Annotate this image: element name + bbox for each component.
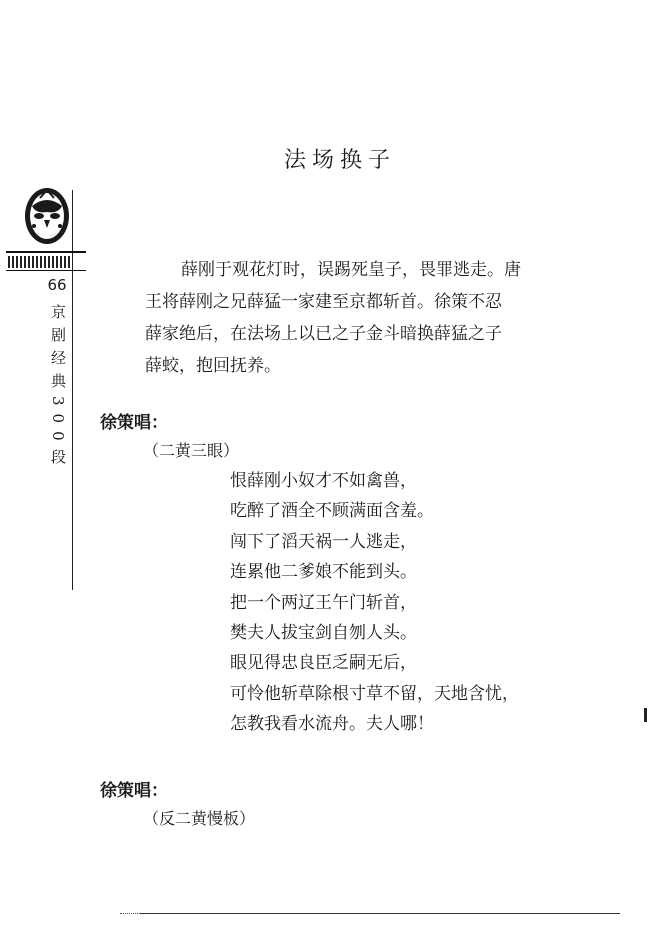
lyric-line: 把一个两辽王午门斩首， <box>230 592 417 613</box>
synopsis-paragraph <box>145 254 585 382</box>
aria-mode: （反二黄慢板） <box>143 809 256 828</box>
role-heading: 徐策唱： <box>100 413 168 433</box>
role-heading: 徐策唱： <box>100 781 168 801</box>
footer-rule <box>140 913 620 914</box>
lyric-line: 可怜他斩草除根寸草不留，天地含忧， <box>230 683 519 704</box>
lyrics-block <box>230 466 630 740</box>
header-hatch <box>8 256 72 268</box>
aria-mode: （二黄三眼） <box>143 441 240 460</box>
footer-dotted-rule <box>120 913 140 915</box>
lyric-line: 恨薛刚小奴才不如禽兽， <box>230 471 417 491</box>
lyric-line: 怎教我看水流舟。夫人哪！ <box>230 714 434 735</box>
opera-mask-icon <box>22 186 72 248</box>
lyric-line: 闯下了滔天祸一人逃走， <box>230 531 417 552</box>
header-rule <box>6 251 86 253</box>
synopsis-line: 薛刚于观花灯时，误踢死皇子，畏罪逃走。唐 <box>181 260 521 280</box>
margin-divider <box>72 190 73 590</box>
book-title: 京剧经典300段 <box>49 304 67 472</box>
lyric-line: 樊夫人拔宝剑自刎人头。 <box>230 623 417 644</box>
header-rule-lower <box>6 270 86 271</box>
synopsis-line: 薛家绝后，在法场上以已之子金斗暗换薛猛之子 <box>145 324 502 344</box>
lyric-line: 吃醉了酒全不顾满面含羞。 <box>230 501 434 522</box>
chapter-title: 法场换子 <box>283 148 396 173</box>
synopsis-line: 王将薛刚之兄薛猛一家建至京都斩首。徐策不忍 <box>145 292 502 312</box>
lyric-line: 连累他二爹娘不能到头。 <box>230 562 417 583</box>
page-number: 66 <box>47 276 67 294</box>
lyric-line: 眼见得忠良臣乏嗣无后， <box>230 653 417 674</box>
synopsis-line: 薛蛟，抱回抚养。 <box>145 356 281 376</box>
scan-edge-mark <box>644 708 647 722</box>
